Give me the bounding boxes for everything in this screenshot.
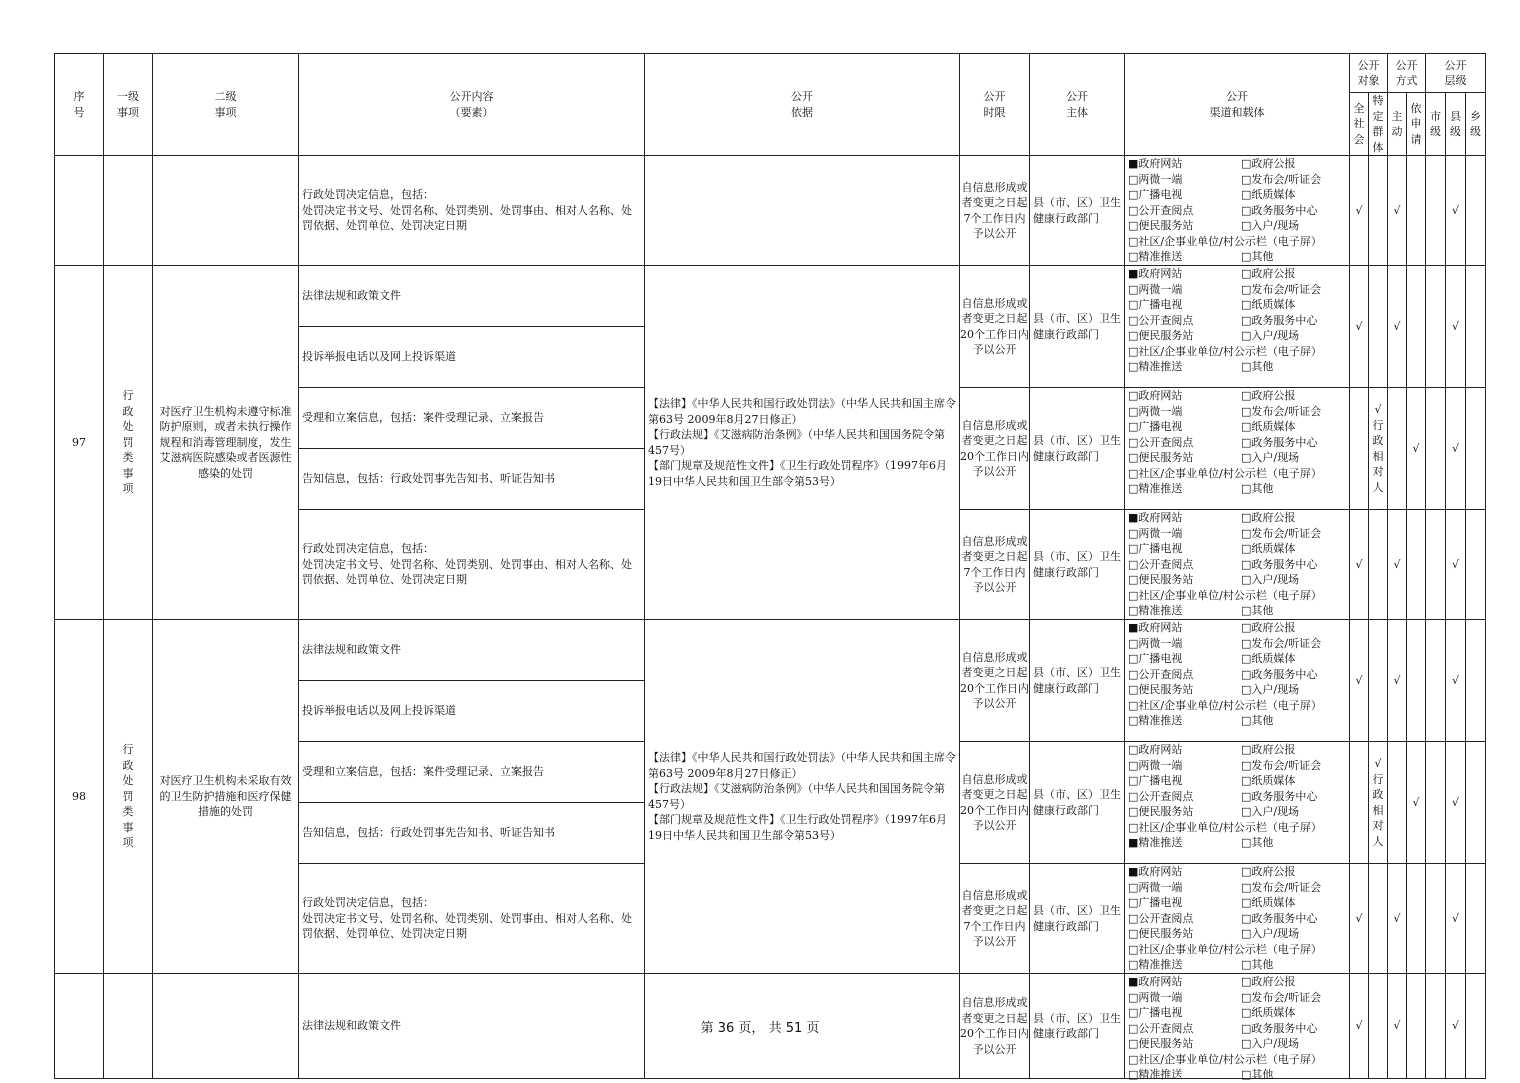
channel-item: □入户/现场 (1241, 329, 1300, 342)
mark-specific-group (1369, 156, 1388, 266)
mark-by-request (1407, 156, 1426, 266)
mark-town (1466, 864, 1486, 974)
channel-item: □精准推送 (1128, 714, 1183, 727)
channel-item: □社区/企事业单位/村公示栏（电子屏） (1128, 344, 1322, 358)
mark-by-request (1407, 620, 1426, 742)
header-city: 市级 (1426, 93, 1446, 156)
mark-county: √ (1446, 742, 1466, 864)
mark-specific-group (1369, 864, 1388, 974)
channel-item: □发布会/听证会 (1241, 880, 1322, 894)
channel-item: □便民服务站 (1128, 219, 1194, 232)
header-seq: 序 号 (55, 54, 104, 156)
time-limit-cell: 自信息形成或者变更之日起7个工作日内予以公开 (960, 156, 1030, 266)
mark-specific-group (1369, 510, 1388, 620)
mark-all-society: √ (1350, 974, 1369, 1079)
mark-county: √ (1446, 156, 1466, 266)
header-channel: 公开 渠道和载体 (1125, 54, 1350, 156)
channel-item: □两微一端 (1128, 282, 1183, 296)
channel-item: □广播电视 (1128, 896, 1183, 909)
subject-cell: 县（市、区）卫生健康行政部门 (1030, 864, 1125, 974)
channel-item: □两微一端 (1128, 636, 1183, 650)
channel-item: □广播电视 (1128, 774, 1183, 787)
disclosure-table (54, 53, 1486, 1079)
subject-cell: 县（市、区）卫生健康行政部门 (1030, 974, 1125, 1079)
time-limit-cell: 自信息形成或者变更之日起7个工作日内予以公开 (960, 864, 1030, 974)
channel-item: □入户/现场 (1241, 805, 1300, 818)
channel-item: □社区/企事业单位/村公示栏（电子屏） (1128, 234, 1322, 248)
channel-item: □精准推送 (1128, 958, 1183, 971)
channel-cell (1125, 510, 1350, 620)
channel-item: □便民服务站 (1128, 805, 1194, 818)
item-basis: 【法律】《中华人民共和国行政处罚法》（中华人民共和国主席令第63号 2009年8月27日修正） 【行政法规】《艾滋病防治条例》（中华人民共和国国务院令第457号） 【部门规章及规范性文件】《卫生行政处罚程序》（1997年6月19日中华人民共和国卫生部令第53号） (645, 620, 960, 974)
content-cell: 法律法规和政策文件 (299, 974, 645, 1079)
mark-town (1466, 266, 1486, 388)
mark-city (1426, 156, 1446, 266)
channel-item: □精准推送 (1128, 360, 1183, 373)
channel-item: ■精准推送 (1128, 836, 1183, 849)
channel-item: □纸质媒体 (1241, 774, 1296, 787)
channel-item: □便民服务站 (1128, 1037, 1194, 1050)
channel-item: □纸质媒体 (1241, 298, 1296, 311)
mark-active: √ (1388, 156, 1407, 266)
content-cell: 投诉举报电话以及网上投诉渠道 (299, 327, 645, 388)
channel-item: □入户/现场 (1241, 451, 1300, 464)
channel-item: □政务服务中心 (1241, 313, 1318, 327)
channel-item: □纸质媒体 (1241, 542, 1296, 555)
channel-item: □公开查阅点 (1128, 435, 1194, 449)
channel-item: □精准推送 (1128, 482, 1183, 495)
channel-item: □便民服务站 (1128, 927, 1194, 940)
mark-all-society: √ (1350, 266, 1369, 388)
channel-item: □其他 (1241, 360, 1274, 373)
mark-town (1466, 388, 1486, 510)
header-town: 乡级 (1466, 93, 1486, 156)
mark-all-society: √ (1350, 156, 1369, 266)
subject-cell: 县（市、区）卫生健康行政部门 (1030, 388, 1125, 510)
channel-item: □其他 (1241, 1068, 1274, 1081)
channel-item: □政务服务中心 (1241, 557, 1318, 571)
channel-item: □入户/现场 (1241, 573, 1300, 586)
content-cell: 投诉举报电话以及网上投诉渠道 (299, 681, 645, 742)
channel-item: □发布会/听证会 (1241, 404, 1322, 418)
page-footer: 第 36 页， 共 51 页 (700, 1021, 820, 1036)
channel-cell (1125, 742, 1350, 864)
channel-item: □便民服务站 (1128, 573, 1194, 586)
table-row (55, 620, 1486, 681)
mark-county: √ (1446, 510, 1466, 620)
header-object: 公开 对象 (1350, 54, 1388, 93)
channel-cell (1125, 266, 1350, 388)
channel-item: ■政府网站 (1128, 865, 1183, 878)
header-county: 县级 (1446, 93, 1466, 156)
channel-item: □纸质媒体 (1241, 1006, 1296, 1019)
content-cell: 法律法规和政策文件 (299, 266, 645, 327)
mark-specific-group (1369, 266, 1388, 388)
channel-item: □政务服务中心 (1241, 1021, 1318, 1035)
mark-by-request (1407, 266, 1426, 388)
channel-item: ■政府网站 (1128, 157, 1183, 170)
channel-item: □两微一端 (1128, 404, 1183, 418)
channel-item: □政府公报 (1241, 975, 1296, 988)
channel-item: □其他 (1241, 836, 1274, 849)
channel-item: □政府公报 (1241, 621, 1296, 634)
channel-item: □公开查阅点 (1128, 911, 1194, 925)
channel-item: □其他 (1241, 958, 1274, 971)
time-limit-cell: 自信息形成或者变更之日起20个工作日内予以公开 (960, 974, 1030, 1079)
channel-item: □政务服务中心 (1241, 435, 1318, 449)
mark-specific-group: √ 行政相对人 (1369, 742, 1388, 864)
time-limit-cell: 自信息形成或者变更之日起20个工作日内予以公开 (960, 388, 1030, 510)
channel-item: □入户/现场 (1241, 683, 1300, 696)
content-cell: 受理和立案信息，包括：案件受理记录、立案报告 (299, 742, 645, 803)
time-limit-cell: 自信息形成或者变更之日起7个工作日内予以公开 (960, 510, 1030, 620)
channel-item: □公开查阅点 (1128, 313, 1194, 327)
channel-item: □政府网站 (1128, 743, 1183, 756)
channel-item: □社区/企事业单位/村公示栏（电子屏） (1128, 942, 1322, 956)
channel-item: □两微一端 (1128, 526, 1183, 540)
item-seq: 97 (55, 266, 104, 620)
channel-item: □发布会/听证会 (1241, 636, 1322, 650)
header-level2: 二级 事项 (153, 54, 299, 156)
channel-item: □便民服务站 (1128, 329, 1194, 342)
channel-item: □便民服务站 (1128, 451, 1194, 464)
channel-item: □其他 (1241, 250, 1274, 263)
channel-item: □公开查阅点 (1128, 789, 1194, 803)
mark-city (1426, 742, 1446, 864)
channel-cell (1125, 388, 1350, 510)
channel-item: □发布会/听证会 (1241, 282, 1322, 296)
mark-active (1388, 742, 1407, 864)
mark-county: √ (1446, 974, 1466, 1079)
mark-by-request (1407, 864, 1426, 974)
channel-item: □政府公报 (1241, 743, 1296, 756)
header-level1: 一级 事项 (104, 54, 153, 156)
channel-item: □入户/现场 (1241, 219, 1300, 232)
mark-specific-group (1369, 620, 1388, 742)
header-by-request: 依申请 (1407, 93, 1426, 156)
mark-active: √ (1388, 510, 1407, 620)
content-cell: 受理和立案信息，包括：案件受理记录、立案报告 (299, 388, 645, 449)
mark-active: √ (1388, 266, 1407, 388)
item-level2: 对医疗卫生机构未遵守标准防护原则，或者未执行操作规程和消毒管理制度，发生艾滋病医院感染或者医源性感染的处罚 (153, 266, 299, 620)
channel-item: □公开查阅点 (1128, 1021, 1194, 1035)
channel-list (1125, 266, 1349, 373)
mark-county: √ (1446, 620, 1466, 742)
content-cell: 告知信息，包括：行政处罚事先告知书、听证告知书 (299, 449, 645, 510)
mark-all-society (1350, 742, 1369, 864)
channel-item: □广播电视 (1128, 542, 1183, 555)
channel-item: □公开查阅点 (1128, 667, 1194, 681)
mark-specific-group: √ 行政相对人 (1369, 388, 1388, 510)
channel-item: □精准推送 (1128, 250, 1183, 263)
channel-item: □广播电视 (1128, 298, 1183, 311)
content-cell: 行政处罚决定信息，包括： 处罚决定书文号、处罚名称、处罚类别、处罚事由、相对人名称、处罚依据、处罚单位、处罚决定日期 (299, 864, 645, 974)
content-cell: 告知信息，包括：行政处罚事先告知书、听证告知书 (299, 803, 645, 864)
channel-list (1125, 156, 1349, 263)
channel-item: □社区/企事业单位/村公示栏（电子屏） (1128, 820, 1322, 834)
channel-item: □两微一端 (1128, 758, 1183, 772)
channel-cell (1125, 864, 1350, 974)
channel-item: □发布会/听证会 (1241, 526, 1322, 540)
mark-city (1426, 864, 1446, 974)
header-method: 公开 方式 (1388, 54, 1426, 93)
mark-town (1466, 620, 1486, 742)
channel-item: ■政府网站 (1128, 621, 1183, 634)
header-layer: 公开 层级 (1426, 54, 1486, 93)
channel-item: □社区/企事业单位/村公示栏（电子屏） (1128, 466, 1322, 480)
channel-item: □便民服务站 (1128, 683, 1194, 696)
channel-item: □政府公报 (1241, 389, 1296, 402)
channel-item: ■政府网站 (1128, 975, 1183, 988)
item-level1: 行政处罚类事项 (104, 266, 153, 620)
mark-city (1426, 266, 1446, 388)
channel-list (1125, 742, 1349, 849)
channel-item: □入户/现场 (1241, 927, 1300, 940)
channel-item: □政务服务中心 (1241, 203, 1318, 217)
channel-item: □政府公报 (1241, 157, 1296, 170)
item-level2: 对医疗卫生机构未采取有效的卫生防护措施和医疗保健措施的处罚 (153, 620, 299, 974)
mark-by-request (1407, 510, 1426, 620)
mark-by-request: √ (1407, 388, 1426, 510)
subject-cell: 县（市、区）卫生健康行政部门 (1030, 742, 1125, 864)
item-level1: 行政处罚类事项 (104, 620, 153, 974)
mark-all-society (1350, 388, 1369, 510)
channel-item: □广播电视 (1128, 188, 1183, 201)
channel-item: □精准推送 (1128, 604, 1183, 617)
content-cell: 行政处罚决定信息，包括： 处罚决定书文号、处罚名称、处罚类别、处罚事由、相对人名称、处罚依据、处罚单位、处罚决定日期 (299, 156, 645, 266)
item-basis: 【法律】《中华人民共和国行政处罚法》（中华人民共和国主席令第63号 2009年8月27日修正） 【行政法规】《艾滋病防治条例》（中华人民共和国国务院令第457号） 【部门规章及规范性文件】《卫生行政处罚程序》（1997年6月19日中华人民共和国卫生部令第53号） (645, 266, 960, 620)
mark-city (1426, 388, 1446, 510)
mark-all-society: √ (1350, 620, 1369, 742)
channel-item: □其他 (1241, 482, 1274, 495)
mark-county: √ (1446, 266, 1466, 388)
subject-cell: 县（市、区）卫生健康行政部门 (1030, 266, 1125, 388)
mark-county: √ (1446, 864, 1466, 974)
channel-item: □发布会/听证会 (1241, 172, 1322, 186)
channel-item: □广播电视 (1128, 1006, 1183, 1019)
mark-active: √ (1388, 974, 1407, 1079)
channel-item: □两微一端 (1128, 880, 1183, 894)
channel-item: □其他 (1241, 714, 1274, 727)
subject-cell: 县（市、区）卫生健康行政部门 (1030, 510, 1125, 620)
channel-item: □纸质媒体 (1241, 652, 1296, 665)
subject-cell: 县（市、区）卫生健康行政部门 (1030, 156, 1125, 266)
header-specific-group: 特定群体 (1369, 93, 1388, 156)
channel-item: □社区/企事业单位/村公示栏（电子屏） (1128, 588, 1322, 602)
channel-item: □政府网站 (1128, 389, 1183, 402)
channel-list (1125, 510, 1349, 617)
channel-item: □公开查阅点 (1128, 557, 1194, 571)
channel-item: □广播电视 (1128, 420, 1183, 433)
channel-item: □政府公报 (1241, 267, 1296, 280)
table-row (55, 266, 1486, 327)
channel-item: □入户/现场 (1241, 1037, 1300, 1050)
time-limit-cell: 自信息形成或者变更之日起20个工作日内予以公开 (960, 266, 1030, 388)
item-seq: 98 (55, 620, 104, 974)
channel-list (1125, 620, 1349, 727)
time-limit-cell: 自信息形成或者变更之日起20个工作日内予以公开 (960, 742, 1030, 864)
header-all-society: 全社会 (1350, 93, 1369, 156)
channel-item: □两微一端 (1128, 172, 1183, 186)
content-cell: 行政处罚决定信息，包括： 处罚决定书文号、处罚名称、处罚类别、处罚事由、相对人名称、处罚依据、处罚单位、处罚决定日期 (299, 510, 645, 620)
channel-item: □其他 (1241, 604, 1274, 617)
channel-item: □发布会/听证会 (1241, 758, 1322, 772)
mark-county: √ (1446, 388, 1466, 510)
mark-all-society: √ (1350, 510, 1369, 620)
channel-item: □政府公报 (1241, 511, 1296, 524)
channel-item: ■政府网站 (1128, 511, 1183, 524)
mark-town (1466, 742, 1486, 864)
header-content: 公开内容 （要素） (299, 54, 645, 156)
mark-town (1466, 510, 1486, 620)
channel-item: □两微一端 (1128, 990, 1183, 1004)
channel-item: □广播电视 (1128, 652, 1183, 665)
channel-item: □政府公报 (1241, 865, 1296, 878)
content-cell: 法律法规和政策文件 (299, 620, 645, 681)
channel-cell (1125, 620, 1350, 742)
mark-city (1426, 510, 1446, 620)
mark-active: √ (1388, 864, 1407, 974)
channel-item: □精准推送 (1128, 1068, 1183, 1081)
channel-item: □社区/企事业单位/村公示栏（电子屏） (1128, 698, 1322, 712)
header-time: 公开 时限 (960, 54, 1030, 156)
channel-item: □公开查阅点 (1128, 203, 1194, 217)
channel-cell (1125, 156, 1350, 266)
mark-active (1388, 388, 1407, 510)
mark-town (1466, 156, 1486, 266)
mark-active: √ (1388, 620, 1407, 742)
channel-item: □纸质媒体 (1241, 420, 1296, 433)
channel-item: □社区/企事业单位/村公示栏（电子屏） (1128, 1052, 1322, 1066)
header-active: 主动 (1388, 93, 1407, 156)
mark-by-request: √ (1407, 742, 1426, 864)
channel-item: □纸质媒体 (1241, 188, 1296, 201)
table-row (55, 156, 1486, 266)
subject-cell: 县（市、区）卫生健康行政部门 (1030, 620, 1125, 742)
header-subject: 公开 主体 (1030, 54, 1125, 156)
mark-city (1426, 620, 1446, 742)
channel-item: □政务服务中心 (1241, 911, 1318, 925)
channel-item: □发布会/听证会 (1241, 990, 1322, 1004)
header-basis: 公开 依据 (645, 54, 960, 156)
channel-list (1125, 864, 1349, 971)
time-limit-cell: 自信息形成或者变更之日起20个工作日内予以公开 (960, 620, 1030, 742)
channel-item: □政务服务中心 (1241, 667, 1318, 681)
channel-item: □纸质媒体 (1241, 896, 1296, 909)
mark-all-society: √ (1350, 864, 1369, 974)
channel-list (1125, 388, 1349, 495)
channel-item: □政务服务中心 (1241, 789, 1318, 803)
channel-item: ■政府网站 (1128, 267, 1183, 280)
